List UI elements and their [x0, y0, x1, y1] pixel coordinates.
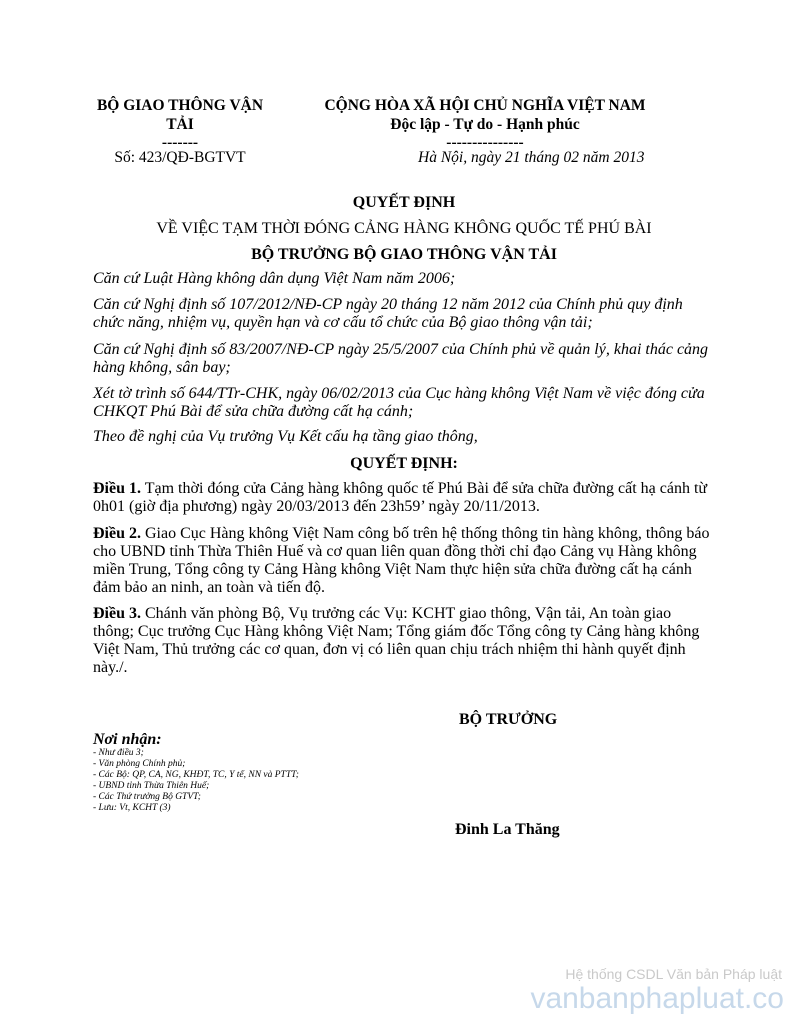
agency-rule: -------: [161, 134, 199, 151]
watermark-site: vanbanphapluat.co: [530, 982, 784, 1015]
document-number: Số: 423/QĐ-BGTVT: [114, 149, 246, 166]
recipients-list: [93, 748, 423, 814]
preamble-line-1: Căn cứ Luật Hàng không dân dụng Việt Nam năm 2006;: [93, 270, 456, 287]
recipient-item: - Các Thứ trưởng Bộ GTVT;: [93, 792, 201, 802]
recipient-item: - Các Bộ: QP, CA, NG, KHĐT, TC, Y tế, NN và PTTT;: [93, 770, 299, 780]
decision-heading: QUYẾT ĐỊNH:: [350, 455, 458, 472]
article-2-text: Giao Cục Hàng không Việt Nam công bố trên hệ thống thông tin hàng không, thông báo cho UBND tỉnh Thừa Thiên Huế và cơ quan liên quan đồng thời chỉ đạo Cảng vụ Hàng không miền Trung, Tổng công ty Cảng Hàng không Việt Nam thực hiện sửa chữa đường cất hạ cánh đảm bảo an ninh, an toàn và tiến độ.: [93, 525, 710, 596]
recipient-item: - Lưu: Vt, KCHT (3): [93, 803, 171, 813]
preamble-line-5: Theo đề nghị của Vụ trưởng Vụ Kết cấu hạ tầng giao thông,: [93, 428, 478, 445]
article-3-label: Điều 3.: [93, 605, 141, 622]
country-name: CỘNG HÒA XÃ HỘI CHỦ NGHĨA VIỆT NAM: [324, 97, 646, 114]
national-motto: Độc lập - Tự do - Hạnh phúc: [390, 115, 580, 133]
recipient-item: - UBND tỉnh Thừa Thiên Huế;: [93, 781, 210, 791]
article-2: [93, 525, 715, 597]
article-3-text: Chánh văn phòng Bộ, Vụ trưởng các Vụ: KCHT giao thông, Vận tải, An toàn giao thông; Cục trưởng Cục Hàng không Việt Nam; Tổng giám đốc Tổng công ty Cảng hàng không Việt Nam, Thủ trưởng các cơ quan, đơn vị có liên quan chịu trách nhiệm thi hành quyết định này./.: [93, 605, 700, 676]
article-1: [93, 480, 715, 516]
place-date: Hà Nội, ngày 21 tháng 02 năm 2013: [418, 149, 645, 166]
agency-name-line1: BỘ GIAO THÔNG VẬN: [96, 97, 264, 114]
article-1-label: Điều 1.: [93, 480, 141, 497]
article-3: [93, 605, 715, 677]
recipients-heading: Nơi nhận:: [93, 731, 162, 748]
agency-name-line2: TẢI: [166, 115, 194, 133]
document-type: QUYẾT ĐỊNH: [352, 194, 456, 211]
preamble-line-4: Xét tờ trình số 644/TTr-CHK, ngày 06/02/2013 của Cục hàng không Việt Nam về việc đóng cửa CHKQT Phú Bài để sửa chữa đường cất hạ cánh;: [93, 385, 705, 420]
article-2-label: Điều 2.: [93, 525, 141, 542]
signer-title: BỘ TRƯỞNG: [459, 711, 558, 728]
preamble-line-3: Căn cứ Nghị định số 83/2007/NĐ-CP ngày 25/5/2007 của Chính phủ về quản lý, khai thác cảng hàng không, sân bay;: [93, 341, 709, 376]
recipient-item: - Văn phòng Chính phủ;: [93, 759, 186, 769]
preamble-line-2: Căn cứ Nghị định số 107/2012/NĐ-CP ngày 20 tháng 12 năm 2012 của Chính phủ quy định chức năng, nhiệm vụ, quyền hạn và cơ cấu tổ chức của Bộ giao thông vận tải;: [93, 296, 683, 331]
recipient-item: - Như điều 3;: [93, 748, 144, 758]
issuing-authority: BỘ TRƯỞNG BỘ GIAO THÔNG VẬN TẢI: [251, 246, 557, 263]
signer-name: Đinh La Thăng: [455, 821, 560, 838]
watermark-caption: Hệ thống CSDL Văn bản Pháp luật: [565, 966, 782, 982]
motto-rule: ---------------: [446, 134, 524, 151]
article-1-text: Tạm thời đóng cửa Cảng hàng không quốc tế Phú Bài để sửa chữa đường cất hạ cánh từ 0h01 (giờ địa phương) ngày 20/03/2013 đến 23h59’ ngày 20/11/2013.: [93, 480, 708, 515]
document-subject: VỀ VIỆC TẠM THỜI ĐÓNG CẢNG HÀNG KHÔNG QUỐC TẾ PHÚ BÀI: [156, 220, 652, 237]
